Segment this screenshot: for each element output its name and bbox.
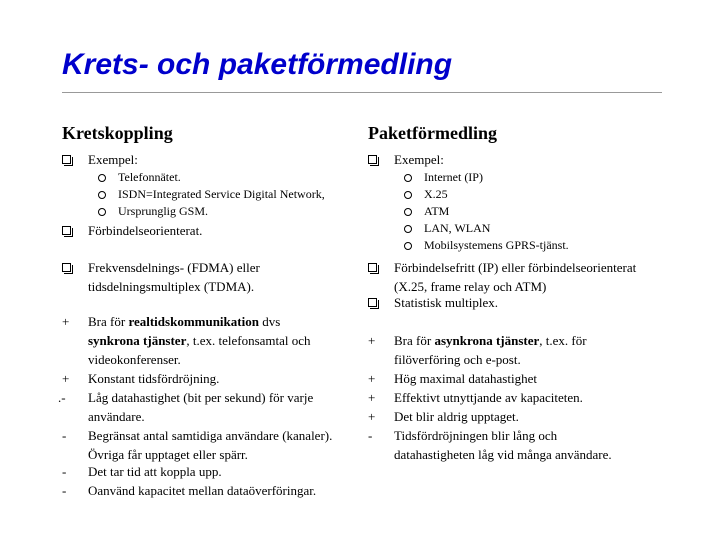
pro-con-text: Det blir aldrig upptaget. <box>394 409 519 424</box>
pro-con-text: Konstant tidsfördröjning. <box>88 371 220 386</box>
pro-con-text: Tidsfördröjningen blir lång och <box>394 428 558 443</box>
right-point <box>368 293 668 312</box>
right-point-text: Statistisk multiplex. <box>394 295 499 310</box>
left-point <box>62 258 352 296</box>
right-example-text: X.25 <box>424 187 448 201</box>
square-bullet-icon <box>62 150 71 169</box>
right-pro-con <box>368 369 668 388</box>
pro-con-sign: + <box>368 371 376 386</box>
pro-con-emphasis: synkrona tjänster <box>88 333 187 348</box>
square-bullet-icon <box>368 150 377 169</box>
left-example-label-item <box>62 150 352 169</box>
left-example <box>98 203 358 220</box>
pro-con-text: Begränsat antal samtidiga användare (kanaler). <box>88 428 333 443</box>
pro-con-sign: - <box>62 428 67 443</box>
right-example <box>404 237 664 254</box>
pro-con-sign: - <box>62 464 67 479</box>
left-example-label: Exempel: <box>88 152 138 167</box>
left-example <box>98 186 358 203</box>
pro-con-sign: + <box>368 409 376 424</box>
left-point <box>62 221 352 240</box>
pro-con-text: Det tar tid att koppla upp. <box>88 464 222 479</box>
title-divider <box>62 92 662 93</box>
left-example-text: Telefonnätet. <box>118 170 181 184</box>
right-point-text: (X.25, frame relay och ATM) <box>394 279 547 294</box>
pro-con-text: Låg datahastighet (bit per sekund) för varje <box>88 390 314 405</box>
right-example-text: ATM <box>424 204 450 218</box>
right-example <box>404 203 664 220</box>
pro-con-text: Effektivt utnyttjande av kapaciteten. <box>394 390 583 405</box>
pro-con-text: , t.ex. telefonsamtal och <box>186 333 311 348</box>
square-bullet-icon <box>62 221 71 240</box>
pro-con-text: videokonferenser. <box>88 352 181 367</box>
circle-bullet-icon <box>98 203 106 221</box>
slide-title: Krets- och paketförmedling <box>62 48 453 81</box>
circle-bullet-icon <box>98 169 106 187</box>
pro-con-text: Bra för <box>394 333 435 348</box>
right-example-label: Exempel: <box>394 152 444 167</box>
right-pro-con <box>368 426 668 464</box>
pro-con-sign: + <box>368 333 376 348</box>
pro-con-text: , t.ex. för <box>539 333 587 348</box>
left-pro-con <box>62 481 362 500</box>
right-point-text: Förbindelsefritt (IP) eller förbindelseorienterat <box>394 260 637 275</box>
right-point <box>368 258 668 296</box>
square-bullet-icon <box>62 258 71 277</box>
right-example-text: LAN, WLAN <box>424 221 491 235</box>
square-bullet-icon <box>368 293 377 312</box>
right-example <box>404 220 664 237</box>
left-point-text: Förbindelseorienterat. <box>88 223 203 238</box>
pro-con-text: Övriga får upptaget eller spärr. <box>88 447 248 462</box>
right-pro-con <box>368 407 668 426</box>
circle-bullet-icon <box>404 203 412 221</box>
pro-con-emphasis: realtidskommunikation <box>128 314 259 329</box>
pro-con-text: användare. <box>88 409 145 424</box>
right-example-label-item <box>368 150 658 169</box>
left-example <box>98 169 358 186</box>
right-heading: Paketförmedling <box>368 123 497 143</box>
pro-con-sign: - <box>368 428 373 443</box>
left-pro-con <box>62 426 362 464</box>
pro-con-text: Hög maximal datahastighet <box>394 371 537 386</box>
left-point-text: tidsdelningsmultiplex (TDMA). <box>88 279 255 294</box>
pro-con-sign: - <box>62 483 67 498</box>
pro-con-sign: .- <box>58 390 66 405</box>
pro-con-sign: + <box>62 371 70 386</box>
left-pro-con <box>62 462 362 481</box>
left-example-text: Ursprunglig GSM. <box>118 204 209 218</box>
right-pro-con <box>368 388 668 407</box>
right-example-text: Mobilsystemens GPRS-tjänst. <box>424 238 569 252</box>
circle-bullet-icon <box>404 186 412 204</box>
left-pro-con <box>62 369 362 388</box>
left-pro-con <box>58 388 362 426</box>
pro-con-text: filöverföring och e-post. <box>394 352 521 367</box>
pro-con-emphasis: asynkrona tjänster <box>434 333 540 348</box>
circle-bullet-icon <box>404 220 412 238</box>
right-pro-con <box>368 331 668 369</box>
right-example <box>404 186 664 203</box>
left-heading: Kretskoppling <box>62 123 173 143</box>
left-pro-con <box>62 312 362 369</box>
circle-bullet-icon <box>98 186 106 204</box>
pro-con-sign: + <box>62 314 70 329</box>
left-example-text: ISDN=Integrated Service Digital Network, <box>118 187 325 201</box>
pro-con-sign: + <box>368 390 376 405</box>
square-bullet-icon <box>368 258 377 277</box>
circle-bullet-icon <box>404 237 412 255</box>
pro-con-text: Bra för <box>88 314 129 329</box>
right-example <box>404 169 664 186</box>
right-example-text: Internet (IP) <box>424 170 483 184</box>
pro-con-text: Oanvänd kapacitet mellan dataöverföringar. <box>88 483 317 498</box>
pro-con-text: dvs <box>258 314 281 329</box>
left-point-text: Frekvensdelnings- (FDMA) eller <box>88 260 260 275</box>
circle-bullet-icon <box>404 169 412 187</box>
pro-con-text: datahastigheten låg vid många användare. <box>394 447 612 462</box>
